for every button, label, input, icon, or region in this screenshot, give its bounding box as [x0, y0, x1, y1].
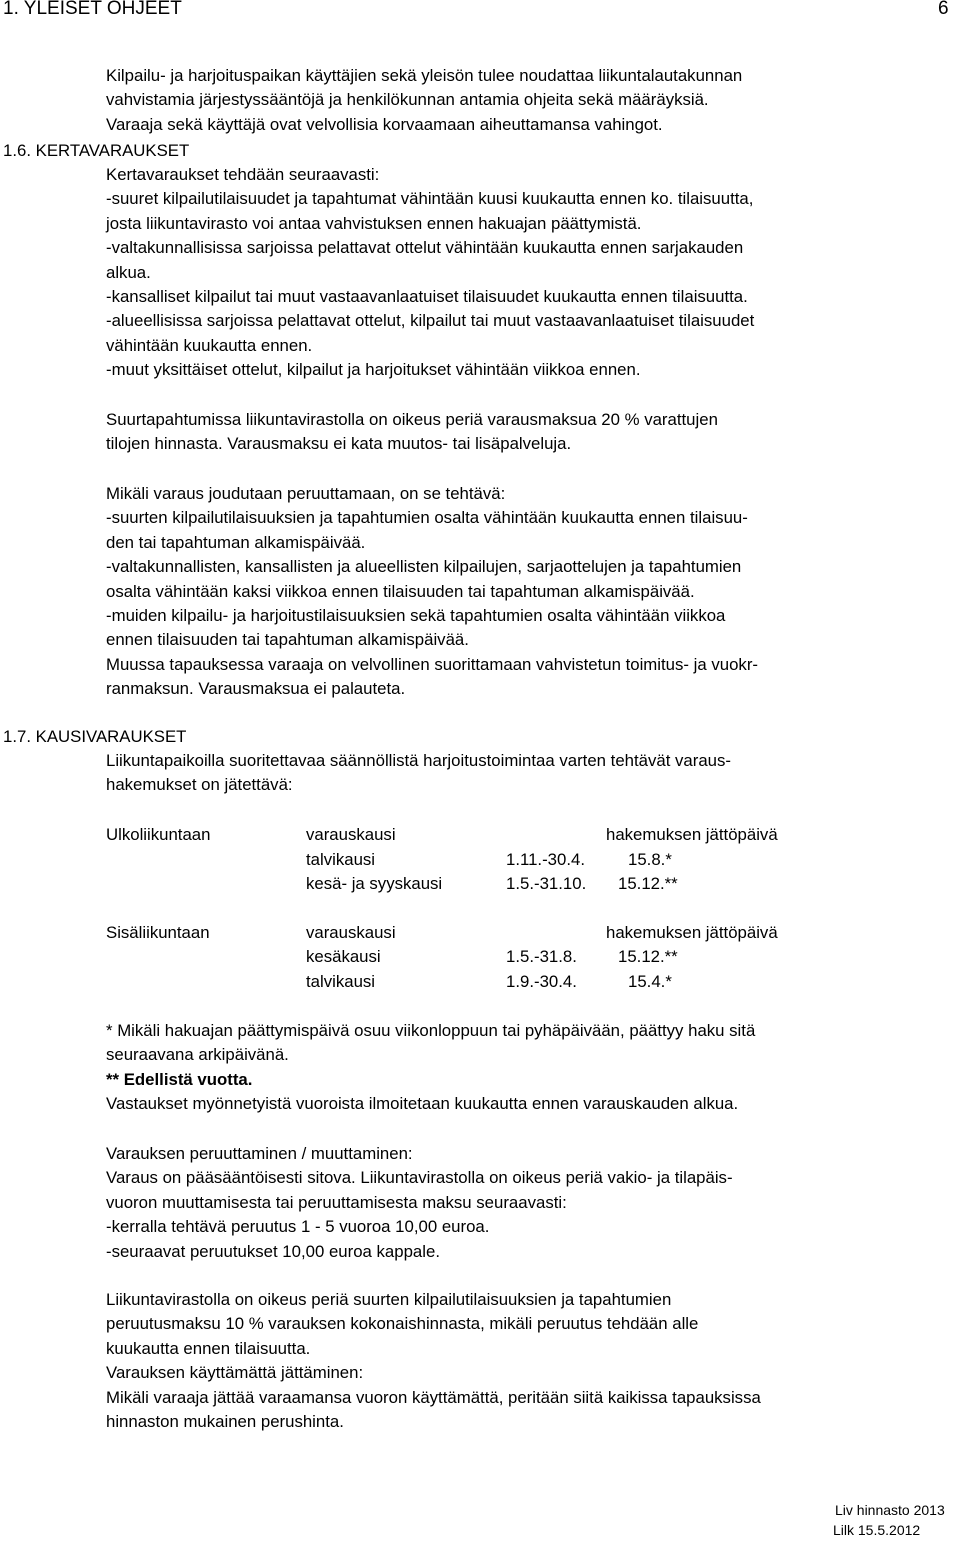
text-line: -kansalliset kilpailut tai muut vastaavanlaatuiset tilaisuudet kuukautta ennen tilaisuutta.	[106, 287, 748, 307]
text-line: -muut yksittäiset ottelut, kilpailut ja harjoitukset vähintään viikkoa ennen.	[106, 360, 641, 380]
footer-line: Lilk 15.5.2012	[833, 1522, 921, 1538]
table-cell-period: 1.5.-31.8.	[506, 947, 577, 966]
text-line: -suuret kilpailutilaisuudet ja tapahtumat vähintään kuusi kuukautta ennen ko. tilaisuutta,	[106, 189, 754, 209]
table-cell-season: talvikausi	[306, 850, 376, 869]
page-number: 6	[938, 0, 949, 19]
text-line: alkua.	[106, 262, 151, 282]
text-line: ennen tilaisuuden tai tapahtuman alkamispäivää.	[106, 630, 469, 650]
text-line: Vastaukset myönnetyistä vuoroista ilmoitetaan kuukautta ennen varauskauden alkua.	[106, 1094, 739, 1114]
suurtapahtumat-paragraph	[106, 408, 906, 457]
text-line: vähintään kuukautta ennen.	[106, 335, 313, 355]
text-line: Mikäli varaaja jättää varaamansa vuoron käyttämättä, peritään siitä kaikissa tapauksissa	[106, 1387, 761, 1407]
table-cell-deadline: 15.12.**	[618, 874, 678, 893]
table-cell-period: 1.5.-31.10.	[506, 874, 587, 893]
table-cell-season: kesäkausi	[306, 947, 381, 966]
peruutus-paragraph	[106, 482, 906, 702]
section-heading-kertavaraukset: 1.6. KERTAVARAUKSET	[3, 141, 190, 160]
text-line: Mikäli varaus joudutaan peruuttamaan, on se tehtävä:	[106, 484, 506, 503]
text-line: Varaus on pääsääntöisesti sitova. Liikuntavirastolla on oikeus periä vakio- ja tilapäis-	[106, 1168, 733, 1188]
footer-line: Liv hinnasto 2013	[835, 1502, 945, 1518]
text-line: -valtakunnallisten, kansallisten ja alueellisten kilpailujen, sarjaottelujen ja tapahtumien	[106, 557, 742, 577]
text-line: -kerralla tehtävä peruutus 1 - 5 vuoroa 10,00 euroa.	[106, 1217, 490, 1237]
text-line: josta liikuntavirasto voi antaa vahvistuksen ennen hakuajan päättymistä.	[106, 213, 642, 233]
text-line: -alueellisissa sarjoissa pelattavat ottelut, kilpailut tai muut vastaavanlaatuiset tilaisuudet	[106, 311, 755, 331]
table-cell-deadline: 15.12.**	[618, 947, 678, 966]
chapter-title: 1. YLEISET OHJEET	[3, 0, 182, 19]
text-line: -seuraavat peruutukset 10,00 euroa kappale.	[106, 1241, 440, 1261]
text-line: seuraavana arkipäivänä.	[106, 1045, 289, 1065]
column-header-season: varauskausi	[306, 923, 396, 942]
text-line: den tai tapahtuman alkamispäivää.	[106, 532, 366, 552]
text-line: tilojen hinnasta. Varausmaksu ei kata muutos- tai lisäpalveluja.	[106, 434, 572, 454]
table-cell-deadline: 15.8.*	[628, 850, 672, 869]
table-label: Ulkoliikuntaan	[106, 825, 211, 844]
bold-note: ** Edellistä vuotta.	[106, 1069, 253, 1089]
column-header-deadline: hakemuksen jättöpäivä	[606, 923, 778, 942]
text-line: Varaaja sekä käyttäjä ovat velvollisia korvaamaan aiheuttamansa vahingot.	[106, 114, 663, 134]
table-cell-period: 1.9.-30.4.	[506, 972, 577, 991]
intro-paragraph	[106, 64, 906, 137]
table-cell-season: talvikausi	[306, 972, 376, 991]
text-line: Liikuntavirastolla on oikeus periä suurten kilpailutilaisuuksien ja tapahtumien	[106, 1290, 672, 1309]
text-line: Kilpailu- ja harjoituspaikan käyttäjien sekä yleisön tulee noudattaa liikuntalautakunnan	[106, 66, 743, 85]
footnotes	[106, 1019, 906, 1117]
table-cell-deadline: 15.4.*	[628, 972, 672, 991]
text-line: -valtakunnallisissa sarjoissa pelattavat ottelut vähintään kuukautta ennen sarjakauden	[106, 238, 744, 258]
section-heading-kausivaraukset: 1.7. KAUSIVARAUKSET	[3, 727, 187, 746]
text-line: ranmaksun. Varausmaksua ei palauteta.	[106, 679, 406, 699]
text-line: peruutusmaksu 10 % varauksen kokonaishinnasta, mikäli peruutus tehdään alle	[106, 1314, 699, 1334]
text-line: Suurtapahtumissa liikuntavirastolla on oikeus periä varausmaksua 20 % varattujen	[106, 410, 718, 429]
text-line: osalta vähintään kaksi viikkoa ennen tilaisuuden tai tapahtuman alkamispäivää.	[106, 581, 695, 601]
text-line: Varauksen käyttämättä jättäminen:	[106, 1363, 364, 1383]
text-line: hakemukset on jätettävä:	[106, 775, 293, 795]
text-line: hinnaston mukainen perushinta.	[106, 1412, 344, 1432]
text-line: -suurten kilpailutilaisuuksien ja tapahtumien osalta vähintään kuukautta ennen tilaisuu-	[106, 508, 748, 528]
kausivaraukset-intro	[106, 749, 906, 798]
table-cell-period: 1.11.-30.4.	[506, 850, 585, 869]
text-line: vahvistamia järjestyssääntöjä ja henkilökunnan antamia ohjeita sekä määräyksiä.	[106, 90, 709, 110]
table-label: Sisäliikuntaan	[106, 923, 210, 942]
text-line: Varauksen peruuttaminen / muuttaminen:	[106, 1144, 413, 1163]
text-line: * Mikäli hakuajan päättymispäivä osuu viikonloppuun tai pyhäpäivään, päättyy haku sitä	[106, 1021, 756, 1040]
table-cell-season: kesä- ja syyskausi	[306, 874, 443, 893]
text-line: Liikuntapaikoilla suoritettavaa säännöllistä harjoitustoimintaa varten tehtävät varaus-	[106, 751, 731, 770]
text-line: vuoron muuttamisesta tai peruuttamisesta maksu seuraavasti:	[106, 1192, 567, 1212]
column-header-deadline: hakemuksen jättöpäivä	[606, 825, 778, 844]
text-line: Kertavaraukset tehdään seuraavasti:	[106, 165, 380, 184]
peruutusmaksu-paragraph	[106, 1288, 906, 1434]
text-line: Muussa tapauksessa varaaja on velvollinen suorittamaan vahvistetun toimitus- ja vuokr-	[106, 654, 758, 674]
text-line: -muiden kilpailu- ja harjoitustilaisuuksien sekä tapahtumien osalta vähintään viikkoa	[106, 606, 726, 626]
kertavaraukset-rules	[106, 163, 906, 383]
text-line: kuukautta ennen tilaisuutta.	[106, 1338, 311, 1358]
muutos-paragraph	[106, 1142, 906, 1264]
column-header-season: varauskausi	[306, 825, 396, 844]
